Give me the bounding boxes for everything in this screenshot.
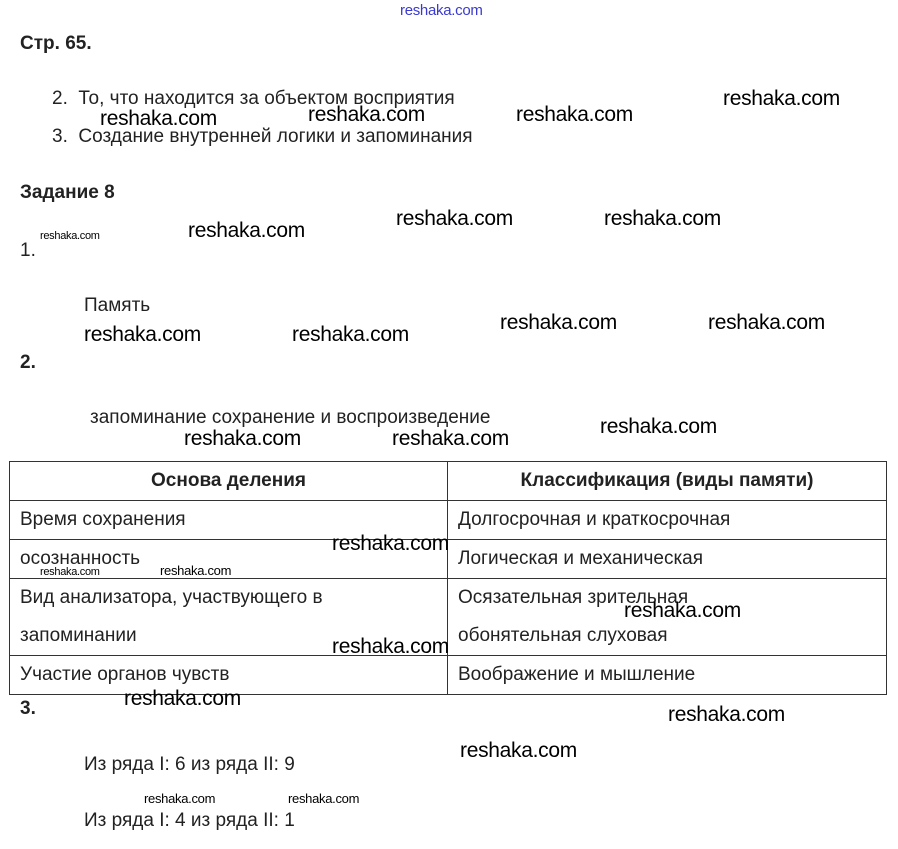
table-cell: осознанность — [10, 540, 448, 579]
watermark: reshaka.com — [160, 563, 232, 578]
watermark: reshaka.com — [144, 791, 216, 806]
watermark: reshaka.com — [124, 687, 241, 710]
answer-3-number: 3. — [20, 698, 36, 719]
answer-2-text: запоминание сохранение и воспроизведение — [90, 407, 491, 428]
watermark: reshaka.com — [400, 2, 483, 19]
watermark: reshaka.com — [668, 703, 785, 726]
watermark: reshaka.com — [624, 599, 741, 622]
table-cell: Логическая и механическая — [448, 540, 887, 579]
watermark: reshaka.com — [288, 791, 360, 806]
watermark: reshaka.com — [308, 103, 425, 126]
watermark: reshaka.com — [292, 323, 409, 346]
watermark: reshaka.com — [600, 415, 717, 438]
watermark: reshaka.com — [500, 311, 617, 334]
watermark: reshaka.com — [40, 230, 100, 242]
answer-3-line: Из ряда I: 6 из ряда II: 9 — [84, 754, 295, 775]
watermark: reshaka.com — [460, 739, 577, 762]
watermark: reshaka.com — [84, 323, 201, 346]
watermark: reshaka.com — [604, 207, 721, 230]
task-title: Задание 8 — [20, 182, 115, 203]
list-number: 3. — [52, 126, 68, 147]
answer-1-number: 1. — [20, 240, 36, 261]
table-header: Классификация (виды памяти) — [448, 462, 887, 501]
table-cell: Вид анализатора, участвующего в запоминании — [10, 579, 448, 656]
page-number: Стр. 65. — [20, 33, 92, 54]
answer-1-text: Память — [84, 295, 151, 316]
watermark: reshaka.com — [100, 107, 217, 130]
watermark: reshaka.com — [40, 566, 100, 578]
table-cell: Воображение и мышление — [448, 656, 887, 695]
list-number: 2. — [52, 88, 68, 109]
watermark: reshaka.com — [332, 635, 449, 658]
watermark: reshaka.com — [184, 427, 301, 450]
table-cell: Осязательная зрительная обонятельная слуховая — [448, 579, 887, 656]
table-cell: Участие органов чувств — [10, 656, 448, 695]
watermark: reshaka.com — [516, 103, 633, 126]
table-header: Основа деления — [10, 462, 448, 501]
watermark: reshaka.com — [723, 87, 840, 110]
answer-2-number: 2. — [20, 352, 36, 373]
list-text: То, что находится за объектом восприятия — [78, 88, 455, 109]
watermark: reshaka.com — [188, 219, 305, 242]
table-header-row — [10, 462, 887, 501]
watermark: reshaka.com — [396, 207, 513, 230]
answer-3-line: Из ряда I: 4 из ряда II: 1 — [84, 810, 295, 831]
watermark: reshaka.com — [392, 427, 509, 450]
memory-classification-table — [9, 461, 887, 695]
list-text: Создание внутренней логики и запоминания — [78, 126, 473, 147]
table-cell: Время сохранения — [10, 501, 448, 540]
watermark: reshaka.com — [708, 311, 825, 334]
watermark: reshaka.com — [332, 532, 449, 555]
table-cell: Долгосрочная и краткосрочная — [448, 501, 887, 540]
